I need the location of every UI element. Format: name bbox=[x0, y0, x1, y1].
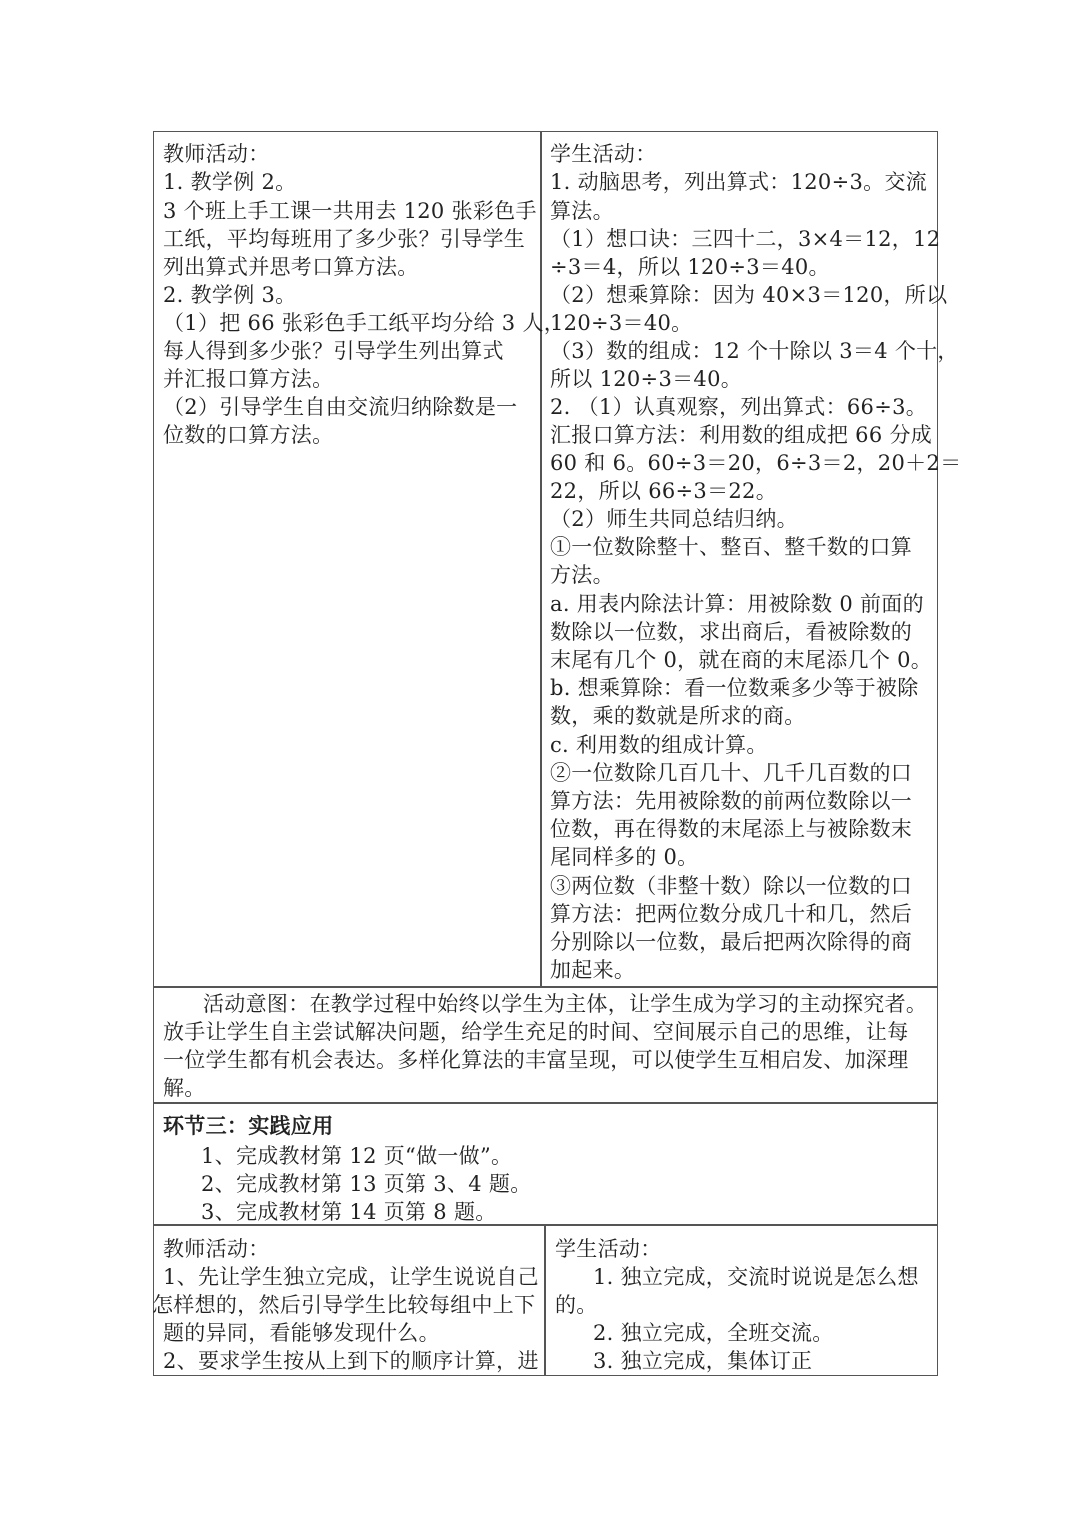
teacher-line: 并汇报口算方法。 bbox=[163, 367, 334, 391]
row-divider bbox=[153, 986, 938, 988]
student-line: （2）师生共同总结归纳。 bbox=[550, 507, 798, 531]
student-line: 2. （1）认真观察，列出算式：66÷3。 bbox=[550, 395, 928, 419]
teacher-line: （1）把 66 张彩色手工纸平均分给 3 人， bbox=[163, 311, 566, 335]
student-line: 22，所以 66÷3＝22。 bbox=[550, 479, 777, 503]
student-line: 1. 独立完成，交流时说说是怎么想 bbox=[593, 1265, 919, 1289]
student-line: 数除以一位数，求出商后，看被除数的 bbox=[550, 620, 913, 644]
student-line: 3. 独立完成，集体订正 bbox=[593, 1349, 813, 1373]
teacher-heading: 教师活动： bbox=[163, 1237, 270, 1261]
intent-line: 解。 bbox=[163, 1076, 206, 1100]
student-line: 1. 动脑思考，列出算式：120÷3。交流 bbox=[550, 170, 928, 194]
student-line: 60 和 6。60÷3＝20，6÷3＝2，20＋2＝ bbox=[550, 451, 962, 475]
student-line: b. 想乘算除：看一位数乘多少等于被除 bbox=[550, 676, 919, 700]
teacher-heading: 教师活动： bbox=[163, 142, 270, 166]
section-item: 2、完成教材第 13 页第 3、4 题。 bbox=[201, 1172, 532, 1196]
column-divider bbox=[544, 1224, 546, 1376]
student-line: （3）数的组成：12 个十除以 3＝4 个十， bbox=[550, 339, 959, 363]
teacher-line: （2）引导学生自由交流归纳除数是一 bbox=[163, 395, 518, 419]
student-line: ①一位数除整十、整百、整千数的口算 bbox=[550, 535, 913, 559]
student-line: 分别除以一位数，最后把两次除得的商 bbox=[550, 930, 913, 954]
student-line: 位数，再在得数的末尾添上与被除数末 bbox=[550, 817, 913, 841]
section-item: 1、完成教材第 12 页“做一做”。 bbox=[201, 1144, 513, 1168]
teacher-line: 列出算式并思考口算方法。 bbox=[163, 255, 419, 279]
teacher-line: 位数的口算方法。 bbox=[163, 423, 334, 447]
student-line: ÷3＝4，所以 120÷3＝40。 bbox=[550, 255, 830, 279]
student-line: （1）想口诀：三四十二，3×4＝12，12 bbox=[550, 227, 941, 251]
student-line: 算方法：先用被除数的前两位数除以一 bbox=[550, 789, 913, 813]
teacher-line: 1. 教学例 2。 bbox=[163, 170, 297, 194]
student-line: 加起来。 bbox=[550, 958, 636, 982]
student-line: （2）想乘算除：因为 40×3＝120，所以 bbox=[550, 283, 948, 307]
teacher-line: 2、要求学生按从上到下的顺序计算，进 bbox=[163, 1349, 539, 1373]
student-heading: 学生活动： bbox=[550, 142, 657, 166]
intent-line: 一位学生都有机会表达。多样化算法的丰富呈现，可以使学生互相启发、加深理 bbox=[163, 1048, 909, 1072]
column-divider bbox=[540, 131, 542, 986]
student-line: 汇报口算方法：利用数的组成把 66 分成 bbox=[550, 423, 933, 447]
student-line: 方法。 bbox=[550, 563, 614, 587]
student-line: 所以 120÷3＝40。 bbox=[550, 367, 743, 391]
student-line: a. 用表内除法计算：用被除数 0 前面的 bbox=[550, 592, 924, 616]
section-item: 3、完成教材第 14 页第 8 题。 bbox=[201, 1200, 497, 1224]
teacher-line: 怎样想的，然后引导学生比较每组中上下 bbox=[152, 1293, 536, 1317]
student-line: ②一位数除几百几十、几千几百数的口 bbox=[550, 761, 913, 785]
row-divider bbox=[153, 1102, 938, 1104]
teacher-line: 1、先让学生独立完成，让学生说说自己 bbox=[163, 1265, 539, 1289]
student-line: 末尾有几个 0，就在商的末尾添几个 0。 bbox=[550, 648, 933, 672]
teacher-line: 工纸，平均每班用了多少张？引导学生 bbox=[163, 227, 526, 251]
teacher-line: 每人得到多少张？引导学生列出算式 bbox=[163, 339, 504, 363]
student-line: 算方法：把两位数分成几十和几，然后 bbox=[550, 902, 913, 926]
student-line: ③两位数（非整十数）除以一位数的口 bbox=[550, 874, 913, 898]
student-line: 算法。 bbox=[550, 199, 614, 223]
student-line: 120÷3＝40。 bbox=[550, 311, 693, 335]
student-line: 数，乘的数就是所求的商。 bbox=[550, 704, 806, 728]
student-line: 尾同样多的 0。 bbox=[550, 845, 699, 869]
student-line: c. 利用数的组成计算。 bbox=[550, 733, 768, 757]
section-title: 环节三：实践应用 bbox=[163, 1113, 334, 1138]
intent-line: 放手让学生自主尝试解决问题，给学生充足的时间、空间展示自己的思维，让每 bbox=[163, 1020, 909, 1044]
student-line: 2. 独立完成，全班交流。 bbox=[593, 1321, 834, 1345]
teacher-line: 3 个班上手工课一共用去 120 张彩色手 bbox=[163, 199, 537, 223]
teacher-line: 2. 教学例 3。 bbox=[163, 283, 297, 307]
intent-line: 活动意图：在教学过程中始终以学生为主体，让学生成为学习的主动探究者。 bbox=[203, 992, 928, 1016]
teacher-line: 题的异同，看能够发现什么。 bbox=[163, 1321, 440, 1345]
student-heading: 学生活动： bbox=[555, 1237, 662, 1261]
student-line: 的。 bbox=[555, 1293, 598, 1317]
